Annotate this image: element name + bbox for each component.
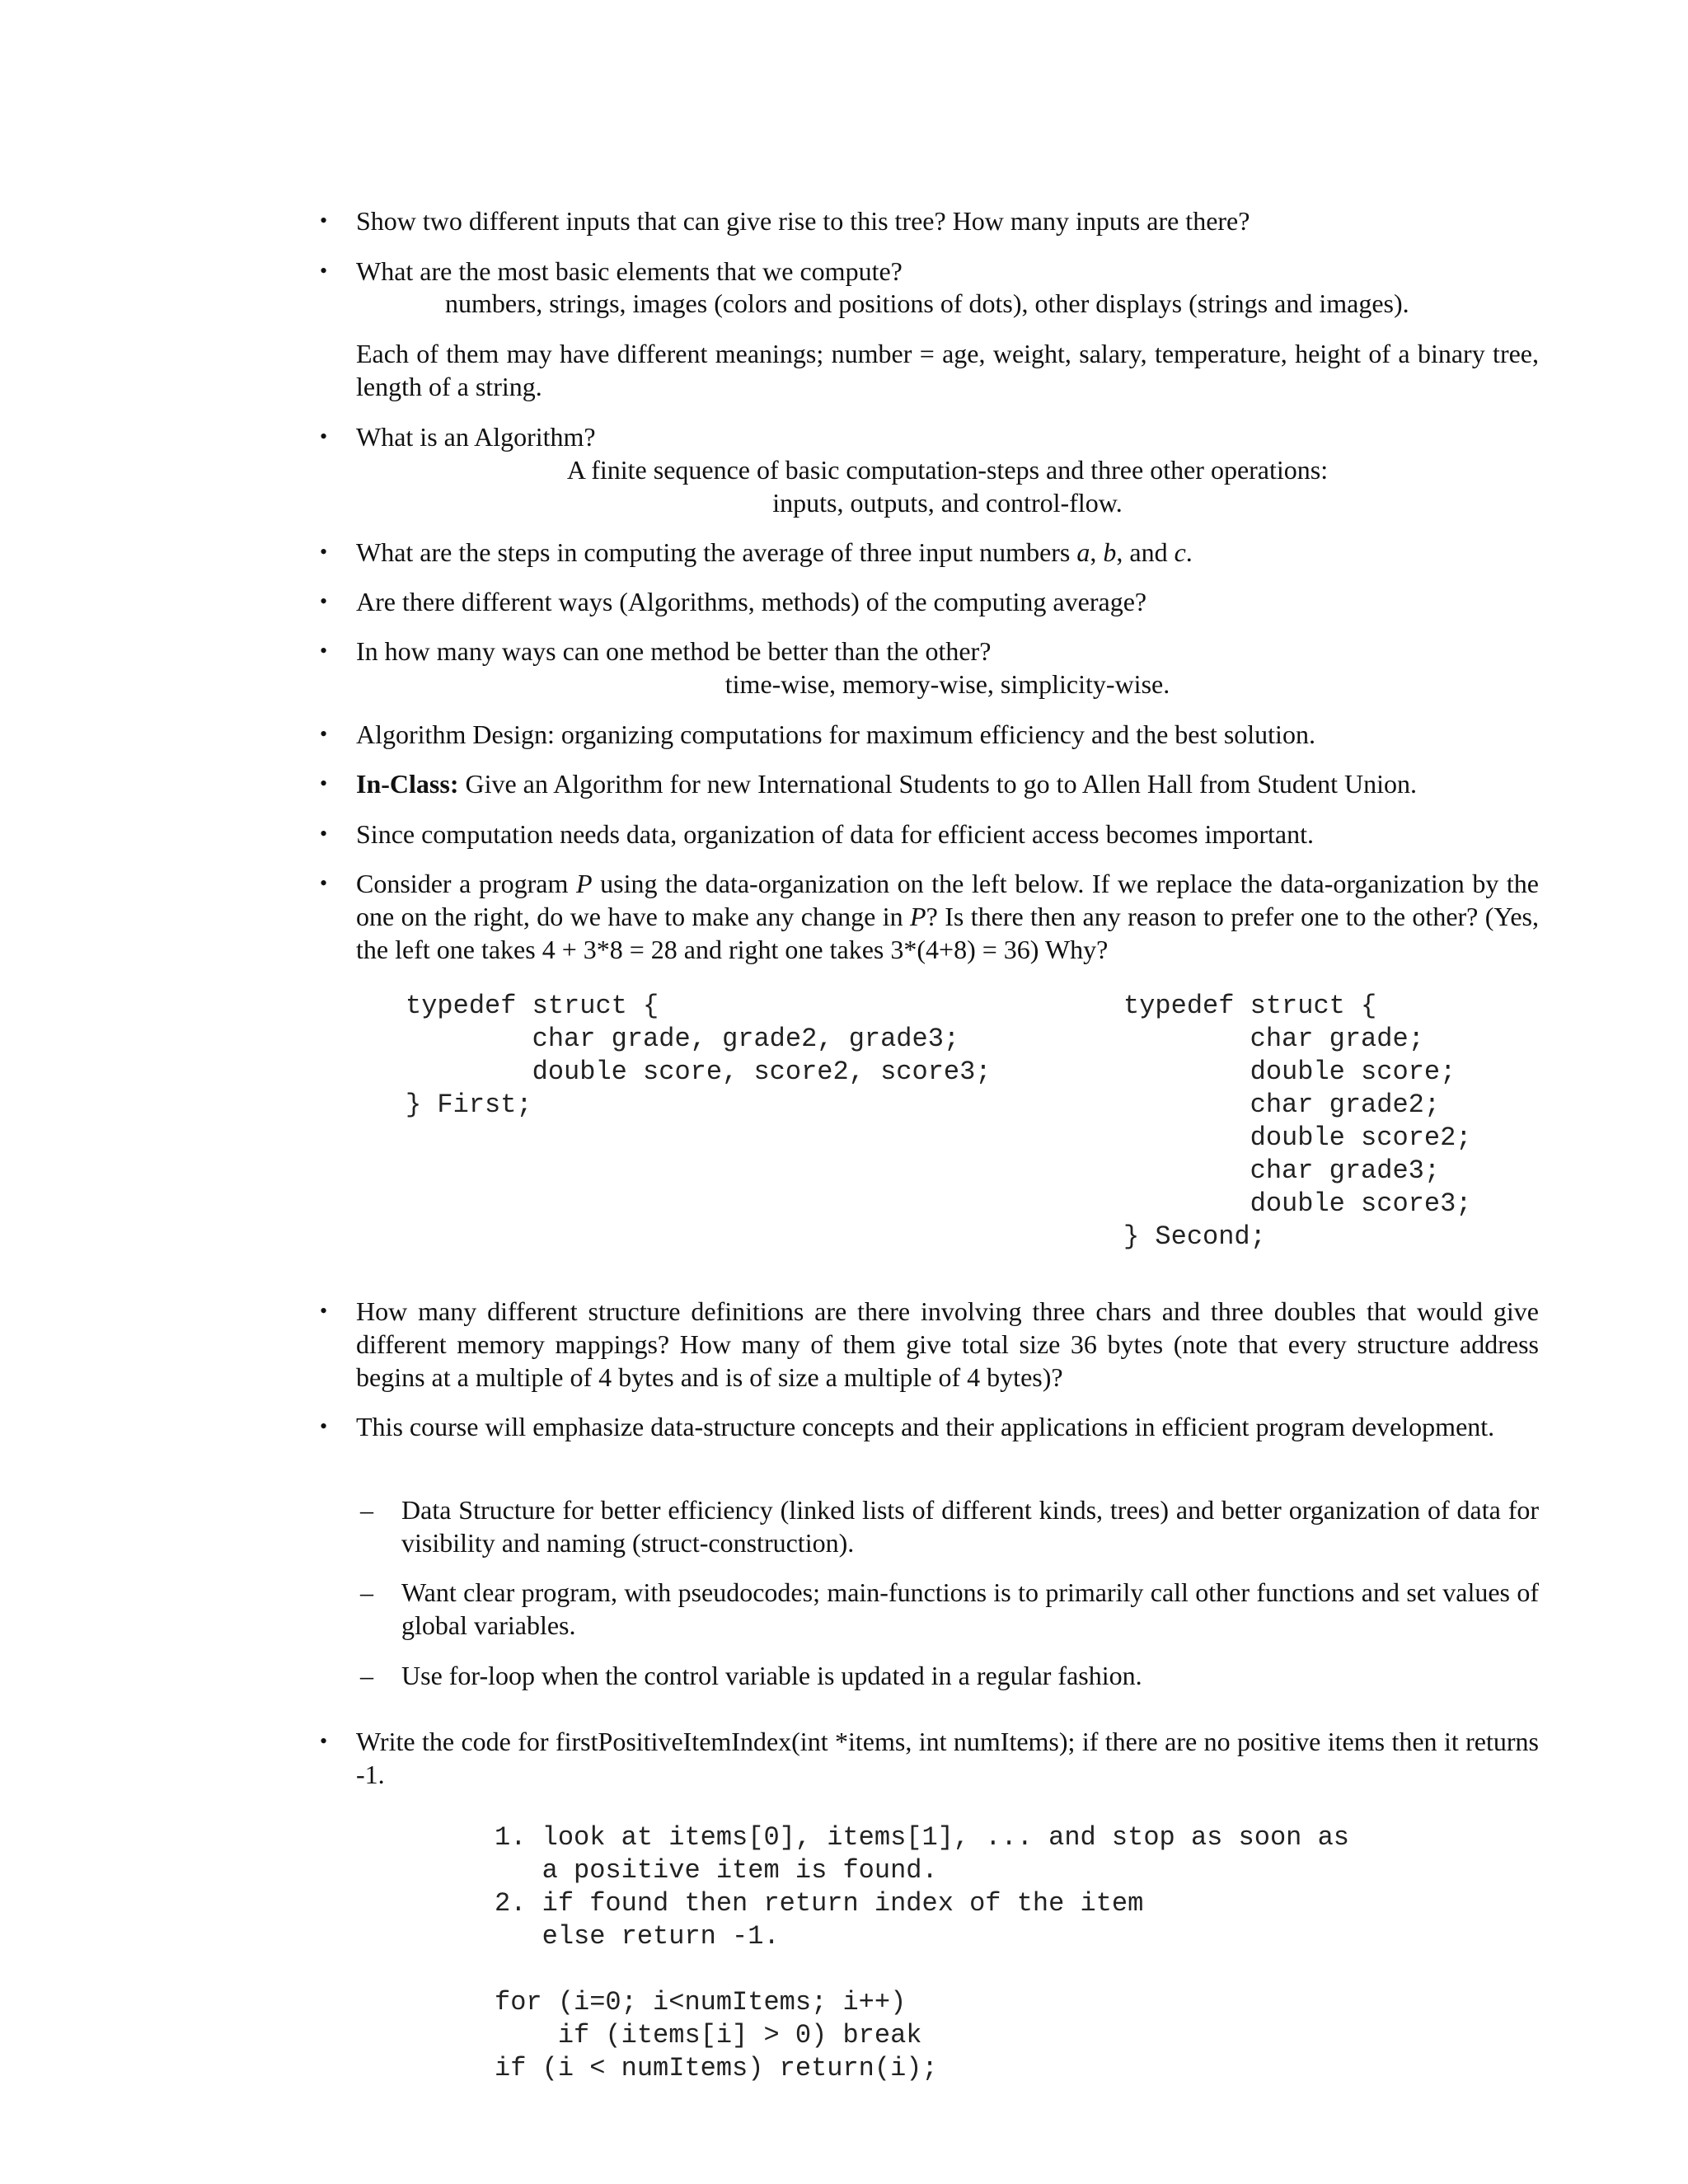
bullet-text-average-steps: What are the steps in computing the average of three input numbers a, b, and c. <box>356 537 1193 567</box>
bullet-marker: • <box>320 871 328 895</box>
basic-elements-answer: numbers, strings, images (colors and positions of dots), other displays (strings and images). <box>445 288 1409 318</box>
dash-marker: – <box>360 1577 373 1607</box>
var-a: a <box>1076 537 1090 567</box>
bullet-text-in-class <box>356 767 1539 800</box>
dash-marker: – <box>360 1661 373 1690</box>
bullet-marker: • <box>320 822 328 846</box>
code-algorithm: 1. look at items[0], items[1], ... and stop as soon as a positive item is found. 2. if found then return index of the item else return -1. for (i=0; i<numItems; i++) if (items[i] > 0) break if (i < numItems) return(i); <box>495 1822 1349 2083</box>
bullet-text-structure-definitions: How many different structure definitions are there involving three chars and three doubles that would give different memory mappings? How many of them give total size 36 bytes (note that every structure address begins at a multiple of 4 bytes and is of size a multiple of 4 bytes)? <box>356 1296 1539 1392</box>
bullet-text-better-method: In how many ways can one method be better than the other? <box>356 636 992 666</box>
code-struct-second: typedef struct { char grade; double score; char grade2; double score2; char grade3; double score3; } Second; <box>1123 991 1472 1252</box>
in-class-label: In-Class: <box>356 769 459 799</box>
var-b: b <box>1103 537 1117 567</box>
program-p-text-b: using the data-organization on the left below. If we replace the data-organization by the one on the right, do we have to make any change in <box>356 869 1540 931</box>
program-p-text-c: ? Is there then any reason to prefer one to the other? (Yes, the left one takes 4 + 3*8 = 28 and right one takes 3*(4+8) = 36) Why? <box>356 902 1540 964</box>
in-class-text: Give an Algorithm for new International Students to go to Allen Hall from Student Union. <box>458 769 1417 799</box>
bullet-marker: • <box>320 1414 328 1438</box>
bullet-text-basic-elements: What are the most basic elements that we compute? <box>356 256 903 286</box>
sub-item-data-structure: Data Structure for better efficiency (linked lists of different kinds, trees) and better organization of data for visibility and naming (struct-construction). <box>401 1495 1539 1558</box>
meanings-paragraph: Each of them may have different meanings; number = age, weight, salary, temperature, height of a binary tree, length of a string. <box>356 339 1539 401</box>
var-p: P <box>575 869 593 898</box>
better-method-answer: time-wise, memory-wise, simplicity-wise. <box>724 669 1170 699</box>
bullet-marker: • <box>320 259 328 283</box>
dash-marker: – <box>360 1495 373 1525</box>
bullet-marker: • <box>320 424 328 448</box>
bullet-text-program-p <box>356 867 1539 966</box>
bullet-marker: • <box>320 589 328 613</box>
bullet-text-algorithm: What is an Algorithm? <box>356 422 596 452</box>
bullet-text-data-organization: Since computation needs data, organization of data for efficient access becomes important. <box>356 819 1314 849</box>
code-struct-first: typedef struct { char grade, grade2, grade3; double score, score2, score3; } First; <box>406 991 992 1120</box>
bullet-marker: • <box>320 639 328 663</box>
bullet-text-different-ways: Are there different ways (Algorithms, methods) of the computing average? <box>356 587 1147 616</box>
var-c: c <box>1174 537 1186 567</box>
program-p-text-a: Consider a program <box>356 869 576 898</box>
bullet-text-write-code: Write the code for firstPositiveItemIndex(int *items, int numItems); if there are no positive items then it returns -1. <box>356 1727 1539 1789</box>
bullet-text-inputs-tree: Show two different inputs that can give rise to this tree? How many inputs are there? <box>356 206 1250 236</box>
bullet-marker: • <box>320 209 328 232</box>
var-p: P <box>910 902 926 931</box>
bullet-marker: • <box>320 771 328 795</box>
average-steps-text: What are the steps in computing the average of three input numbers <box>356 537 1077 567</box>
bullet-text-course-emphasis: This course will emphasize data-structure concepts and their applications in efficient program development. <box>356 1412 1495 1441</box>
algorithm-definition-line1: A finite sequence of basic computation-steps and three other operations: <box>566 455 1329 485</box>
bullet-text-algorithm-design: Algorithm Design: organizing computations for maximum efficiency and the best solution. <box>356 719 1315 749</box>
bullet-marker: • <box>320 722 328 746</box>
bullet-marker: • <box>320 540 328 564</box>
bullet-marker: • <box>320 1299 328 1323</box>
sub-item-for-loop: Use for-loop when the control variable is updated in a regular fashion. <box>401 1661 1142 1690</box>
sub-item-clear-program: Want clear program, with pseudocodes; main-functions is to primarily call other functions and set values of global variables. <box>401 1577 1539 1640</box>
and-text: , and <box>1116 537 1175 567</box>
algorithm-definition-line2: inputs, outputs, and control-flow. <box>772 488 1123 518</box>
bullet-marker: • <box>320 1729 328 1753</box>
